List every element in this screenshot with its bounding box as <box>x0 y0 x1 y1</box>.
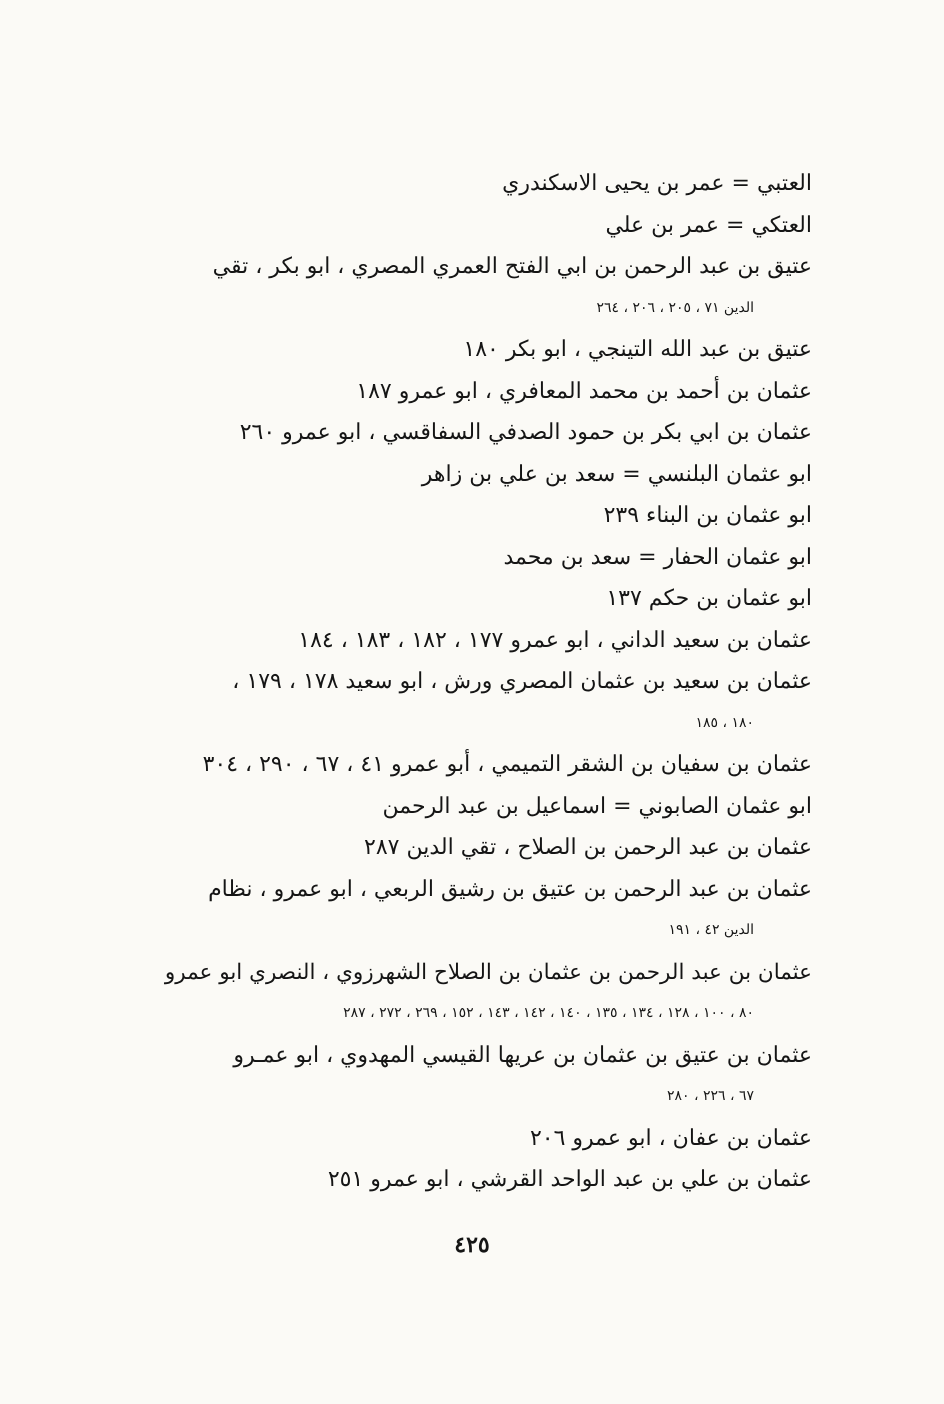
index-entry <box>152 412 812 454</box>
index-entry <box>152 620 812 662</box>
entry-continuation: ٦٧ ، ٢٢٦ ، ٢٨٠ <box>666 1088 754 1104</box>
index-entry <box>152 329 812 371</box>
entry-text: عتيق بن عبد الرحمن بن ابي الفتح العمري المصري ، ابو بكر ، تقي <box>212 254 812 279</box>
index-entry <box>152 537 812 579</box>
index-list <box>152 163 812 1201</box>
entry-text: العتبي = عمر بن يحيى الاسكندري <box>502 171 812 196</box>
entry-text: عثمان بن سعيد بن عثمان المصري ورش ، ابو سعيد ١٧٨ ، ١٧٩ ، <box>232 669 812 694</box>
index-entry <box>152 1159 812 1201</box>
index-entry <box>152 578 812 620</box>
entry-continuation: ١٨٠ ، ١٨٥ <box>695 714 754 731</box>
entry-text: عثمان بن عبد الرحمن بن الصلاح ، تقي الدين ٢٨٧ <box>364 835 812 860</box>
index-entry <box>152 786 812 828</box>
index-entry <box>152 205 812 247</box>
index-entry <box>152 827 812 869</box>
entry-text: عثمان بن سعيد الداني ، ابو عمرو ١٧٧ ، ١٨٢ ، ١٨٣ ، ١٨٤ <box>298 627 812 653</box>
entry-text: ابو عثمان الحفار = سعد بن محمد <box>503 544 812 570</box>
entry-text: عثمان بن عفان ، ابو عمرو ٢٠٦ <box>529 1125 812 1151</box>
entry-text: ابو عثمان البلنسي = سعد بن علي بن زاهر <box>421 461 812 487</box>
entry-text: ابو عثمان الصابوني = اسماعيل بن عبد الرحمن <box>382 793 812 819</box>
entry-text: عثمان بن ابي بكر بن حمود الصدفي السفاقسي ، ابو عمرو ٢٦٠ <box>239 420 812 445</box>
index-entry <box>152 371 812 413</box>
index-entry <box>152 1035 812 1118</box>
entry-continuation: الدين ٧١ ، ٢٠٥ ، ٢٠٦ ، ٢٦٤ <box>596 299 754 316</box>
page-number: ٤٢٥ <box>454 1232 490 1258</box>
entry-text: ابو عثمان بن حكم ١٣٧ <box>606 586 812 611</box>
index-entry <box>152 454 812 496</box>
entry-text: عتيق بن عبد الله التينجي ، ابو بكر ١٨٠ <box>463 337 812 362</box>
index-entry <box>152 1118 812 1160</box>
index-entry <box>152 952 812 1035</box>
entry-text: عثمان بن عتيق بن عثمان بن عريها القيسي المهدوي ، ابو عمـرو <box>233 1042 812 1068</box>
entry-text: العتكي = عمر بن علي <box>605 212 812 238</box>
index-entry <box>152 661 812 744</box>
index-entry <box>152 163 812 205</box>
index-entry <box>152 744 812 786</box>
index-entry <box>152 869 812 952</box>
entry-text: عثمان بن علي بن عبد الواحد القرشي ، ابو عمرو ٢٥١ <box>327 1167 812 1192</box>
entry-text: عثمان بن عبد الرحمن بن عتيق بن رشيق الربعي ، ابو عمرو ، نظام <box>208 876 812 902</box>
entry-text: ابو عثمان بن البناء ٢٣٩ <box>603 503 812 528</box>
entry-text: عثمان بن عبد الرحمن بن عثمان بن الصلاح الشهرزوي ، النصري ابو عمرو <box>164 959 812 985</box>
entry-text: عثمان بن أحمد بن محمد المعافري ، ابو عمرو ١٨٧ <box>356 378 812 404</box>
entry-text: عثمان بن سفيان بن الشقر التميمي ، أبو عمرو ٤١ ، ٦٧ ، ٢٩٠ ، ٣٠٤ <box>202 752 812 777</box>
entry-continuation: الدين ٤٢ ، ١٩١ <box>668 922 754 938</box>
index-entry <box>152 246 812 329</box>
entry-continuation: ٨٠ ، ١٠٠ ، ١٢٨ ، ١٣٤ ، ١٣٥ ، ١٤٠ ، ١٤٢ ، ١٤٣ ، ١٥٢ ، ٢٦٩ ، ٢٧٢ ، ٢٨٧ <box>343 1005 754 1021</box>
index-entry <box>152 495 812 537</box>
